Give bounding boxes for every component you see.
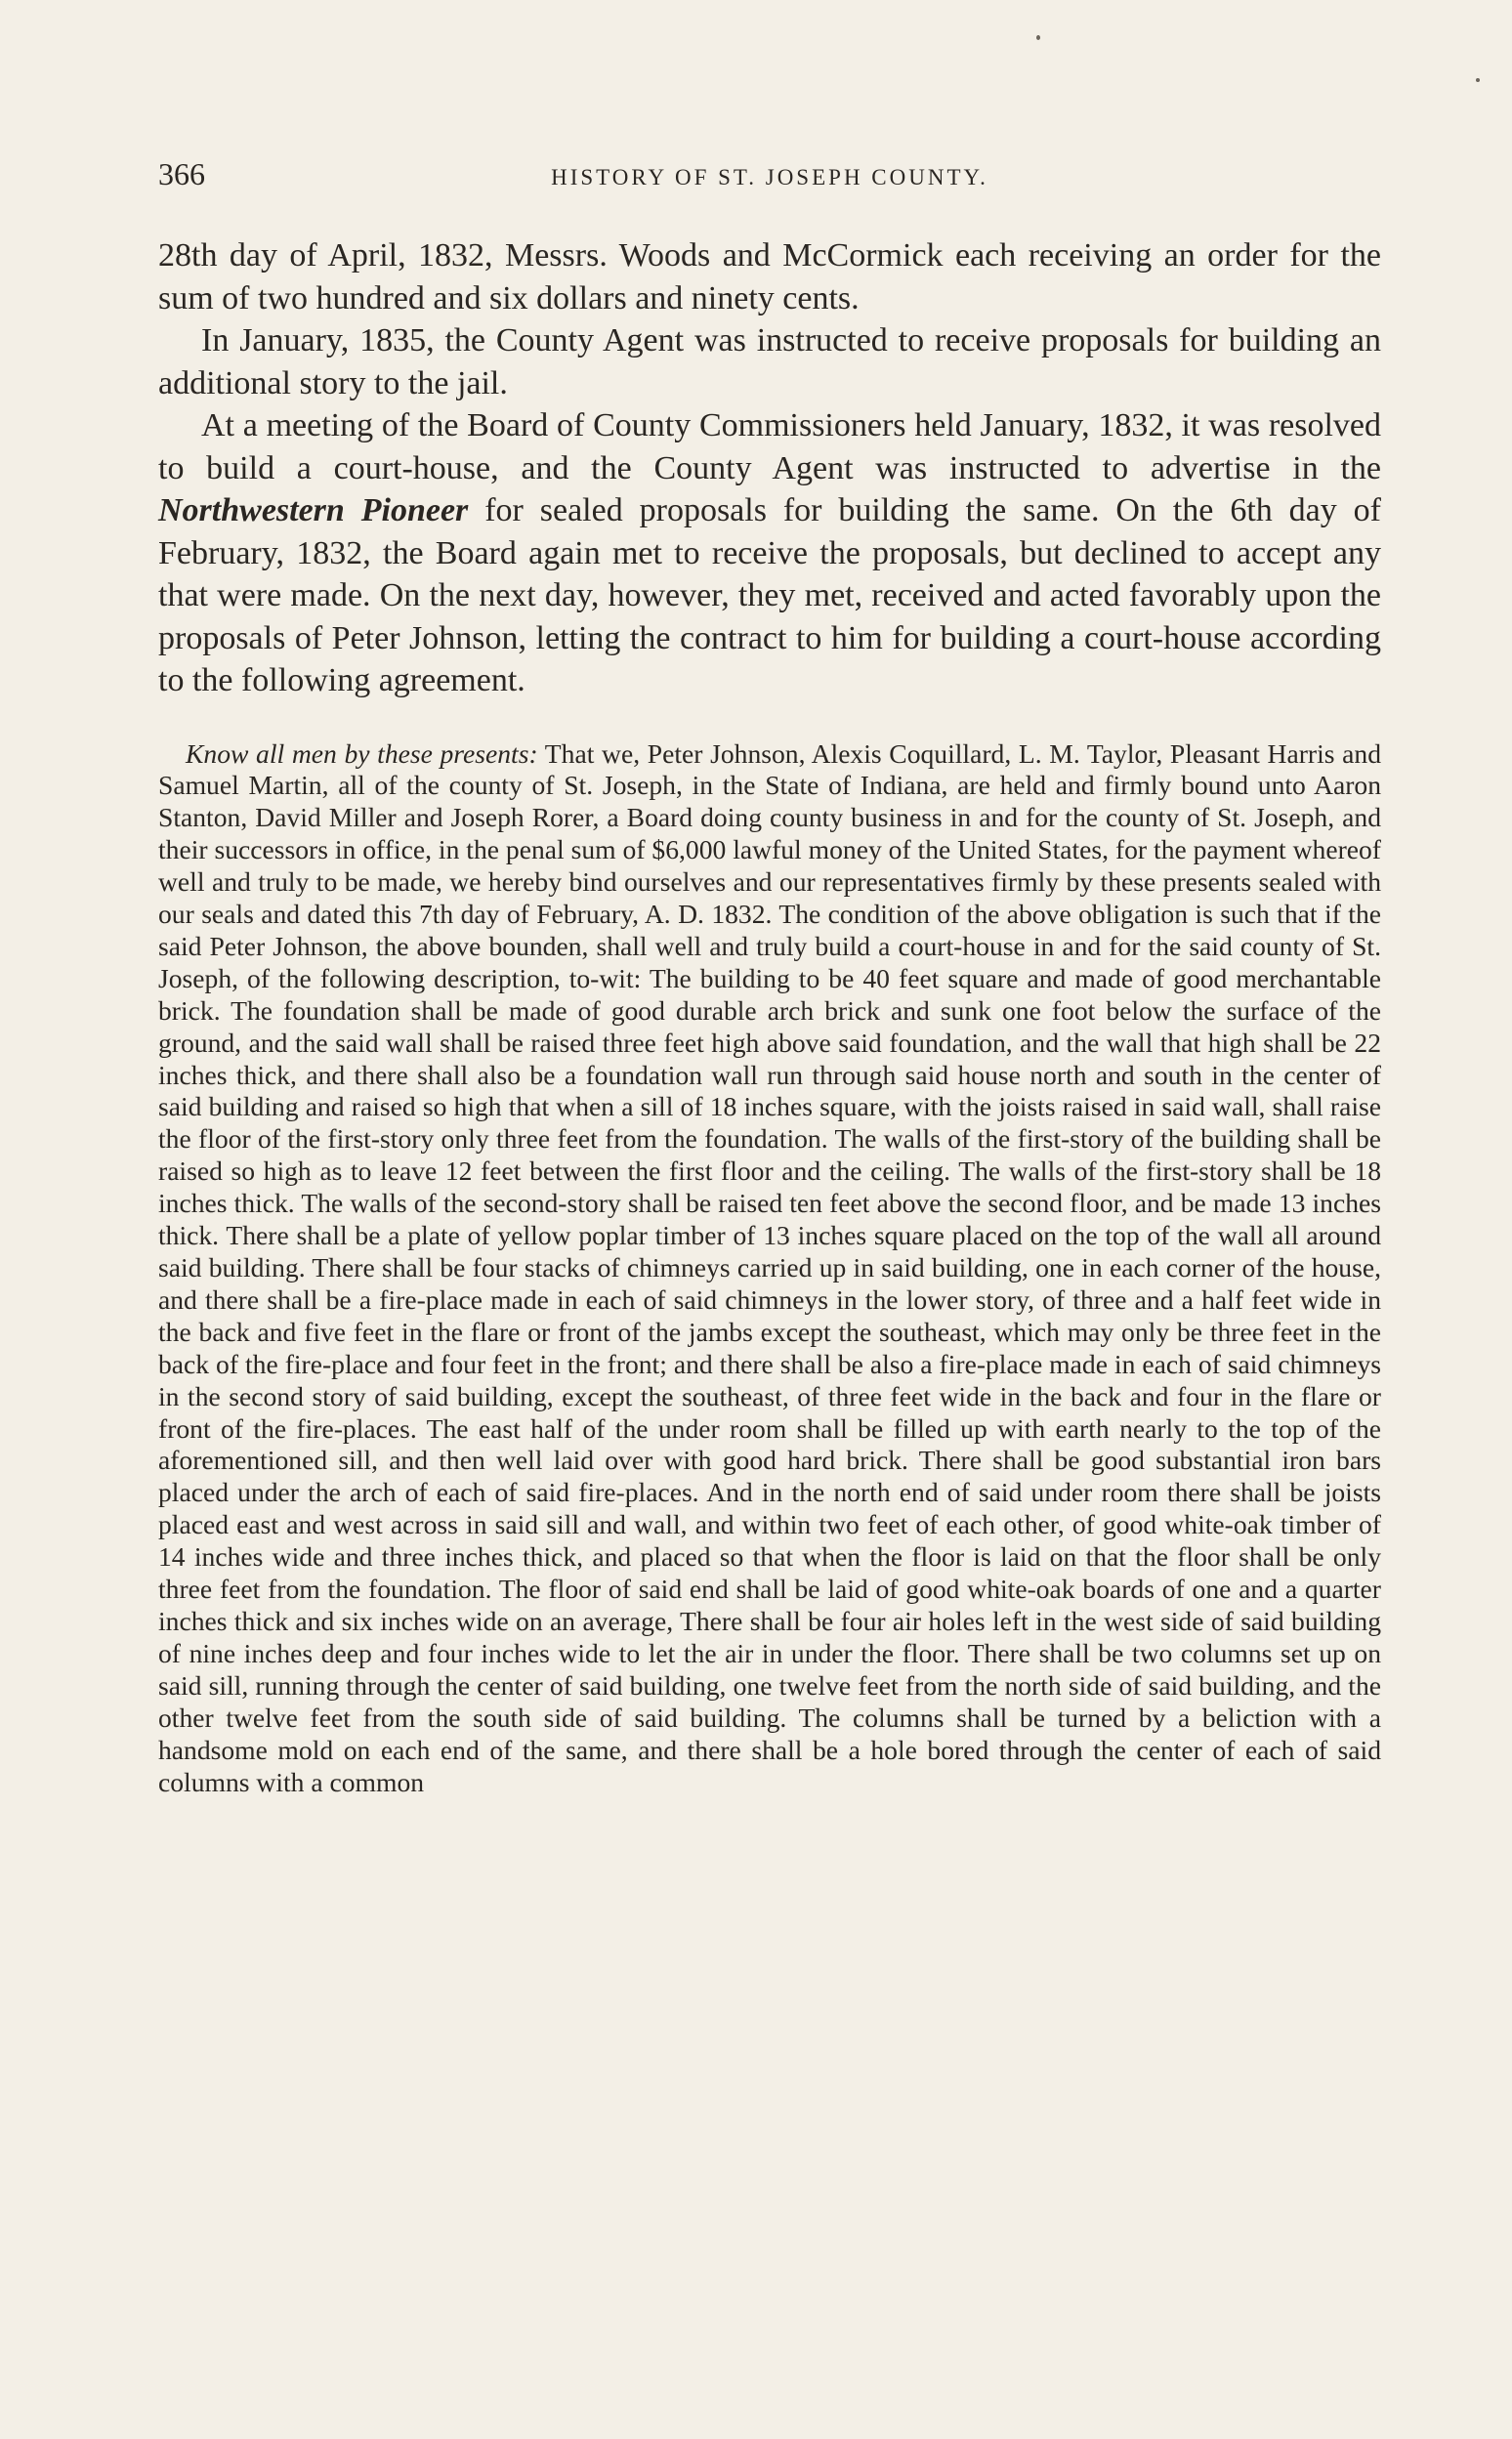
newspaper-title: Northwestern Pioneer [158,492,469,528]
body-paragraph [158,234,1381,319]
paper-speck [1476,78,1480,82]
paragraph-text: In January, 1835, the County Agent was instructed to receive proposals for building an additional story to the jail. [158,322,1381,401]
book-page [158,156,1381,1826]
running-head: HISTORY OF ST. JOSEPH COUNTY. [551,165,988,189]
paper-speck [1036,35,1040,40]
agreement-lead: Know all men by these presents: [186,737,538,769]
agreement-body: That we, Peter Johnson, Alexis Coquillard, L. M. Taylor, Pleasant Harris and Samuel Martin, all of the county of St. Joseph, in the State of Indiana, are held and firmly bound unto Aaron Stanton, David Miller and Joseph Rorer, a Board doing county business in and for the county of St. Joseph, and their successors in office, in the penal sum of $6,000 lawful money of the United States, for the payment whereof well and truly to be made, we hereby bind ourselves and our representatives firmly by these presents sealed with our seals and dated this 7th day of February, A. D. 1832. The condition of the above obligation is such that if the said Peter Johnson, the above bounden, shall well and truly build a court-house in and for the said county of St. Joseph, of the following description, to-wit: The building to be 40 feet square and made of good merchantable brick. The foundation shall be made of good durable arch brick and sunk one foot below the surface of the ground, and the said wall shall be raised three feet high above said foundation, and the wall that high shall be 22 inches thick, and there shall also be a foundation wall run through said house north and south in the center of said building and raised so high that when a sill of 18 inches square, with the joists raised in said wall, shall raise the floor of the first-story only three feet from the foundation. The walls of the first-story of the building shall be raised so high as to leave 12 feet between the first floor and the ceiling. The walls of the first-story shall be 18 inches thick. The walls of the second-story shall be raised ten feet above the second floor, and be made 13 inches thick. There shall be a plate of yellow poplar timber of 13 inches square placed on the top of the wall all around said building. There shall be four stacks of chimneys carried up in said building, one in each corner of the house, and there shall be a fire-place made in each of said chimneys in the lower story, of three and a half feet wide in the back and five feet in the flare or front of the jambs except the southeast, which may only be three feet in the back of the fire-place and four feet in the front; and there shall be also a fire-place made in each of said chimneys in the second story of said building, except the southeast, of three feet wide in the back and four in the flare or front of the fire-places. The east half of the under room shall be filled up with earth nearly to the top of the aforementioned sill, and then well laid over with good hard brick. There shall be good substantial iron bars placed under the arch of each of said fire-places. And in the north end of said under room there shall be joists placed east and west across in said sill and wall, and within two feet of each other, of good white-oak timber of 14 inches wide and three inches thick, and placed so that when the floor is laid on that the floor shall be only three feet from the foundation. The floor of said end shall be laid of good white-oak boards of one and a quarter inches thick and six inches wide on an average, There shall be four air holes left in the west side of said building of nine inches deep and four inches wide to let the air in under the floor. There shall be two columns set up on said sill, running through the center of said building, one twelve feet from the north side of said building, and the other twelve feet from the south side of said building. The columns shall be turned by a beliction with a handsome mold on each end of the same, and there shall be a hole bored through the center of each of said columns with a common [158,737,1381,1797]
agreement-text [158,738,1381,1799]
page-number: 366 [158,156,205,191]
body-paragraph [158,319,1381,404]
page-header [158,156,1381,195]
body-paragraph [158,404,1381,702]
paragraph-text: At a meeting of the Board of County Commissioners held January, 1832, it was resolved to build a court-house, and the County Agent was instructed to advertise in the [158,407,1381,486]
paragraph-text: 28th day of April, 1832, Messrs. Woods and McCormick each receiving an order for the sum of two hundred and six dollars and ninety cents. [158,237,1381,316]
paragraph-text: for sealed proposals for building the same. On the 6th day of February, 1832, the Board again met to receive the proposals, but declined to accept any that were made. On the next day, however, they met, received and acted favorably upon the proposals of Peter Johnson, letting the contract to him for building a court-house according to the following agreement. [158,492,1382,698]
